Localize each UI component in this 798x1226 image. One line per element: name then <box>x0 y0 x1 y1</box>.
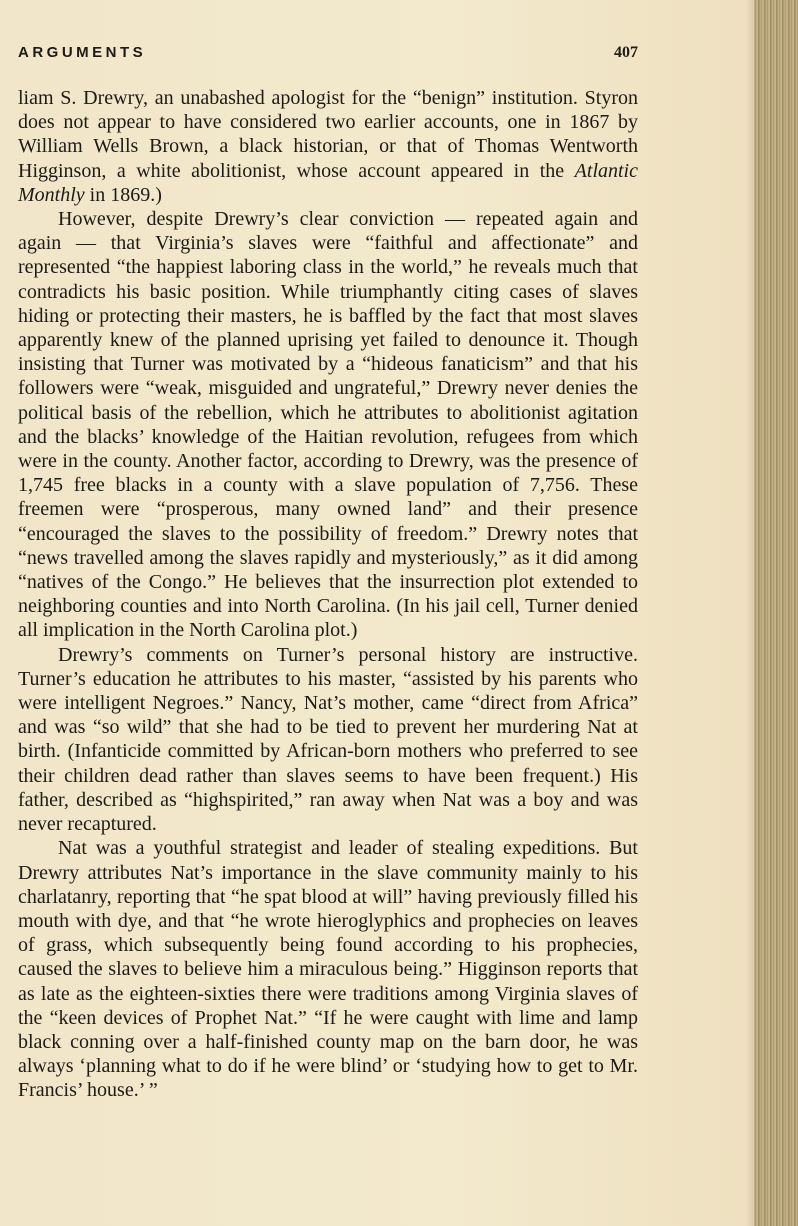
paragraph-2: However, despite Drewry’s clear conviction — repeated again and again — that Virginia’s slaves were “faithful and affectionate” and represented “the happiest laboring class in the world,” he reveals much that contradicts his basic position. While triumphantly citing cases of slaves hiding or protecting their masters, he is baffled by the fact that most slaves apparently knew of the planned uprising yet failed to denounce it. Though insisting that Turner was motivated by a “hideous fanaticism” and that his followers were “weak, misguided and ungrateful,” Drewry never denies the political basis of the rebellion, which he attributes to abolitionist agitation and the blacks’ knowledge of the Haitian revolution, refugees from which were in the county. Another factor, according to Drewry, was the presence of 1,745 free blacks in a county with a slave population of 7,756. These freemen were “prosperous, many owned land” and their presence “encouraged the slaves to the possibility of freedom.” Drewry notes that “news travelled among the slaves rapidly and mysteriously,” as it did among “natives of the Congo.” He believes that the insurrection plot extended to neighboring counties and into North Carolina. (In his jail cell, Turner denied all implication in the North Carolina plot.) <box>18 208 638 642</box>
body-text <box>18 86 638 1103</box>
page-number: 407 <box>614 44 638 61</box>
paragraph-3: Drewry’s comments on Turner’s personal history are instructive. Turner’s education he attributes to his master, “assisted by his parents who were intelligent Negroes.” Nancy, Nat’s mother, came “direct from Africa” and was “so wild” that she had to be tied to prevent her murdering Nat at birth. (Infanticide committed by African-born mothers who preferred to see their children dead rather than slaves seems to have been frequent.) His father, described as “highspirited,” ran away when Nat was a boy and was never recaptured. <box>18 643 638 836</box>
paragraph-4: Nat was a youthful strategist and leader of stealing expeditions. But Drewry attributes Nat’s importance in the slave community mainly to his charlatanry, reporting that “he spat blood at will” having previously filled his mouth with dye, and that “he wrote hieroglyphics and prophecies on leaves of grass, which subsequently being found according to his prophecies, caused the slaves to believe him a miraculous being.” Higginson reports that as late as the eighteen-sixties there were traditions among Virginia slaves of the “keen devices of Prophet Nat.” “If he were caught with lime and lamp black conning over a half-finished county map on the barn door, he was always ‘planning what to do if he were blind’ or ‘studying how to get to Mr. Francis’ house.’ ” <box>18 837 638 1102</box>
book-page-edges <box>754 0 798 1226</box>
running-head: ARGUMENTS <box>18 44 147 61</box>
magazine-title: Atlantic Monthly <box>18 159 638 206</box>
paragraph-1-end: in 1869.) <box>84 183 162 206</box>
page-header <box>18 44 638 64</box>
paragraph-1-text: liam S. Drewry, an unabashed apologist for the “benign” institution. Styron does not appear to have considered two earlier accounts, one in 1867 by William Wells Brown, a black historian, or that of Thomas Wentworth Higginson, a white abolitionist, whose account appeared in the <box>18 87 638 182</box>
paragraph-1 <box>18 86 638 207</box>
